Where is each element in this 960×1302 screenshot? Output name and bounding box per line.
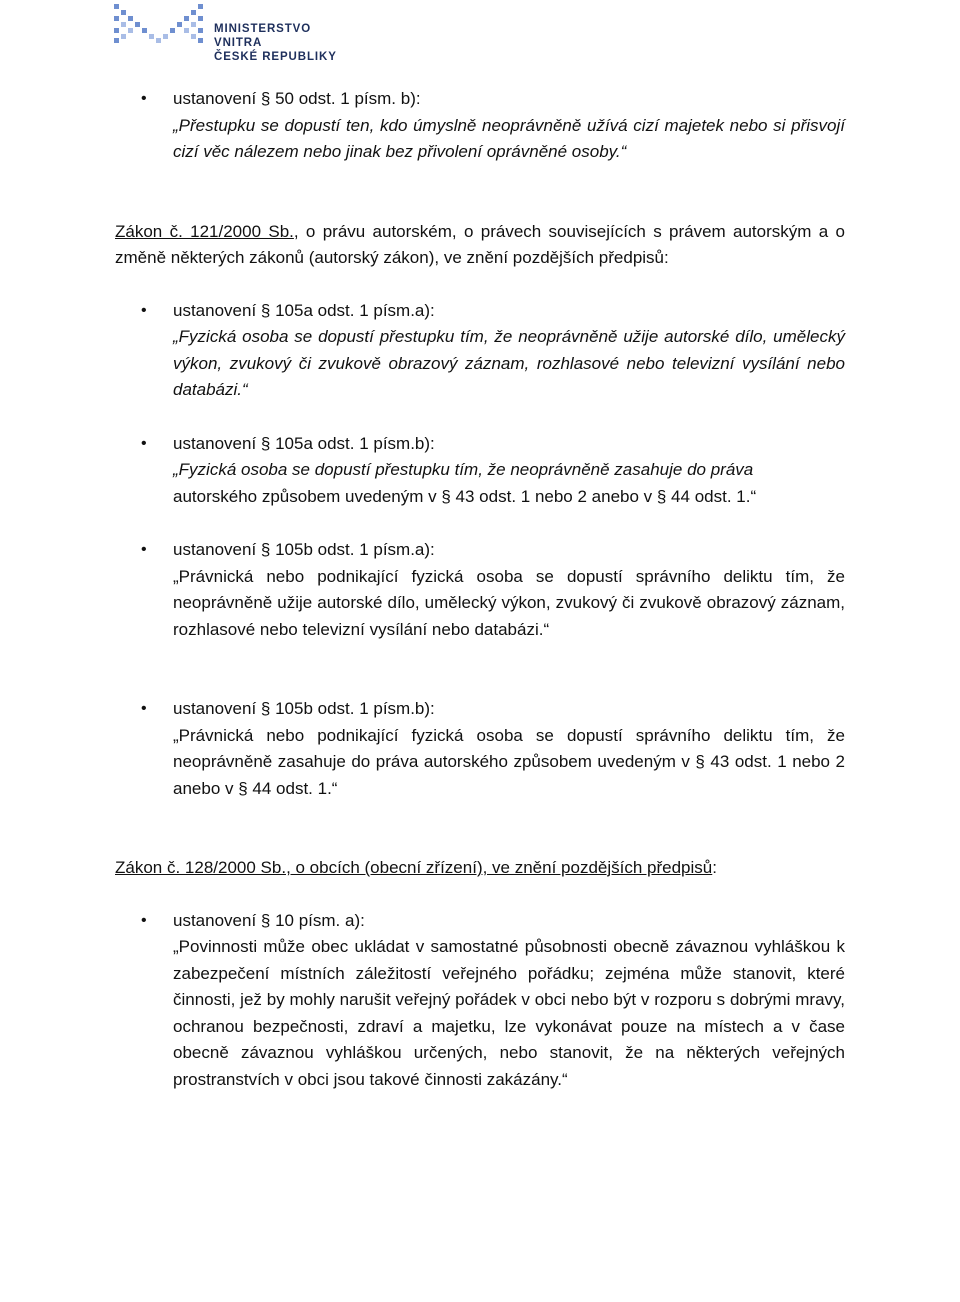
- list-item: [115, 537, 845, 643]
- bullet-icon: •: [141, 301, 147, 319]
- item-quote-italic: „Fyzická osoba se dopustí přestupku tím, že neoprávněně zasahuje do práva: [173, 460, 754, 479]
- logo-line-2: ČESKÉ REPUBLIKY: [214, 51, 337, 63]
- law-title-rest: , o právu autorském, o právech souvisejících s právem autorským a o změně některých zákonů (autorský zákon), ve znění pozdějších předpisů:: [115, 221, 845, 267]
- list-item: [115, 696, 845, 802]
- law-heading-121-2000: [115, 219, 845, 272]
- law-heading-128-2000: [115, 855, 845, 882]
- list-item: [115, 908, 845, 1094]
- item-quote: „Právnická nebo podnikající fyzická osoba se dopustí správního deliktu tím, že neoprávněně zasahuje do práva autorského způsobem uvedeným v § 43 odst. 1 nebo 2 anebo v § 44 odst. 1.“: [173, 725, 845, 798]
- ministry-emblem-icon: [112, 0, 208, 46]
- item-label: ustanovení § 50 odst. 1 písm. b):: [173, 89, 421, 108]
- item-label: ustanovení § 105a odst. 1 písm.a):: [173, 300, 435, 320]
- item-quote: „Fyzická osoba se dopustí přestupku tím, že neoprávněně užije autorské dílo, umělecký výkon, zvukový či zvukově obrazový záznam, rozhlasové nebo televizní vysílání nebo databázi.“: [173, 327, 845, 399]
- ministry-logo: [112, 0, 362, 63]
- item-quote: „Přestupku se dopustí ten, kdo úmyslně neoprávněně užívá cizí majetek nebo si přisvojí cizí věc nálezem nebo jinak bez přivolení oprávněné osoby.“: [173, 115, 845, 161]
- list-item: [115, 431, 845, 511]
- law-title-underlined: Zákon č. 128/2000 Sb., o obcích (obecní zřízení), ve znění pozdějších předpisů: [115, 858, 713, 877]
- item-quote-plain: autorského způsobem uvedeným v § 43 odst. 1 nebo 2 anebo v § 44 odst. 1.“: [173, 486, 757, 506]
- document-body: [115, 86, 845, 1093]
- item-label: ustanovení § 10 písm. a):: [173, 910, 365, 930]
- logo-line-1: MINISTERSTVO VNITRA: [214, 23, 312, 49]
- bullet-icon: •: [141, 434, 147, 452]
- item-label: ustanovení § 105b odst. 1 písm.b):: [173, 699, 435, 718]
- list-item: [115, 86, 845, 166]
- item-label: ustanovení § 105b odst. 1 písm.a):: [173, 540, 435, 559]
- item-label: ustanovení § 105a odst. 1 písm.b):: [173, 433, 435, 453]
- logo-text: [214, 22, 362, 64]
- bullet-icon: •: [141, 700, 147, 717]
- item-quote: „Povinnosti může obec ukládat v samostatné působnosti obecně závaznou vyhláškou k zabezpečení místních záležitostí veřejného pořádku; zejména může stanovit, které činnosti, jež by mohly narušit veřejný pořádek v obci nebo být v rozporu s dobrými mravy, ochranou bezpečnosti, zdraví a majetku, lze vykonávat pouze na místech a v čase obecně závaznou vyhláškou určených, nebo stanovit, že na některých veřejných prostranstvích v obci jsou takové činnosti zakázány.“: [173, 937, 845, 1089]
- list-item: [115, 298, 845, 404]
- law-title-colon: :: [712, 858, 717, 877]
- bullet-icon: •: [141, 911, 147, 929]
- bullet-icon: •: [141, 90, 147, 107]
- law-title-underlined: Zákon č. 121/2000 Sb.: [115, 221, 294, 241]
- bullet-icon: •: [141, 541, 147, 558]
- item-quote: „Právnická nebo podnikající fyzická osoba se dopustí správního deliktu tím, že neoprávněně užije autorské dílo, umělecký výkon, zvukový či zvukově obrazový záznam, rozhlasové nebo televizní vysílání nebo databázi.“: [173, 566, 845, 639]
